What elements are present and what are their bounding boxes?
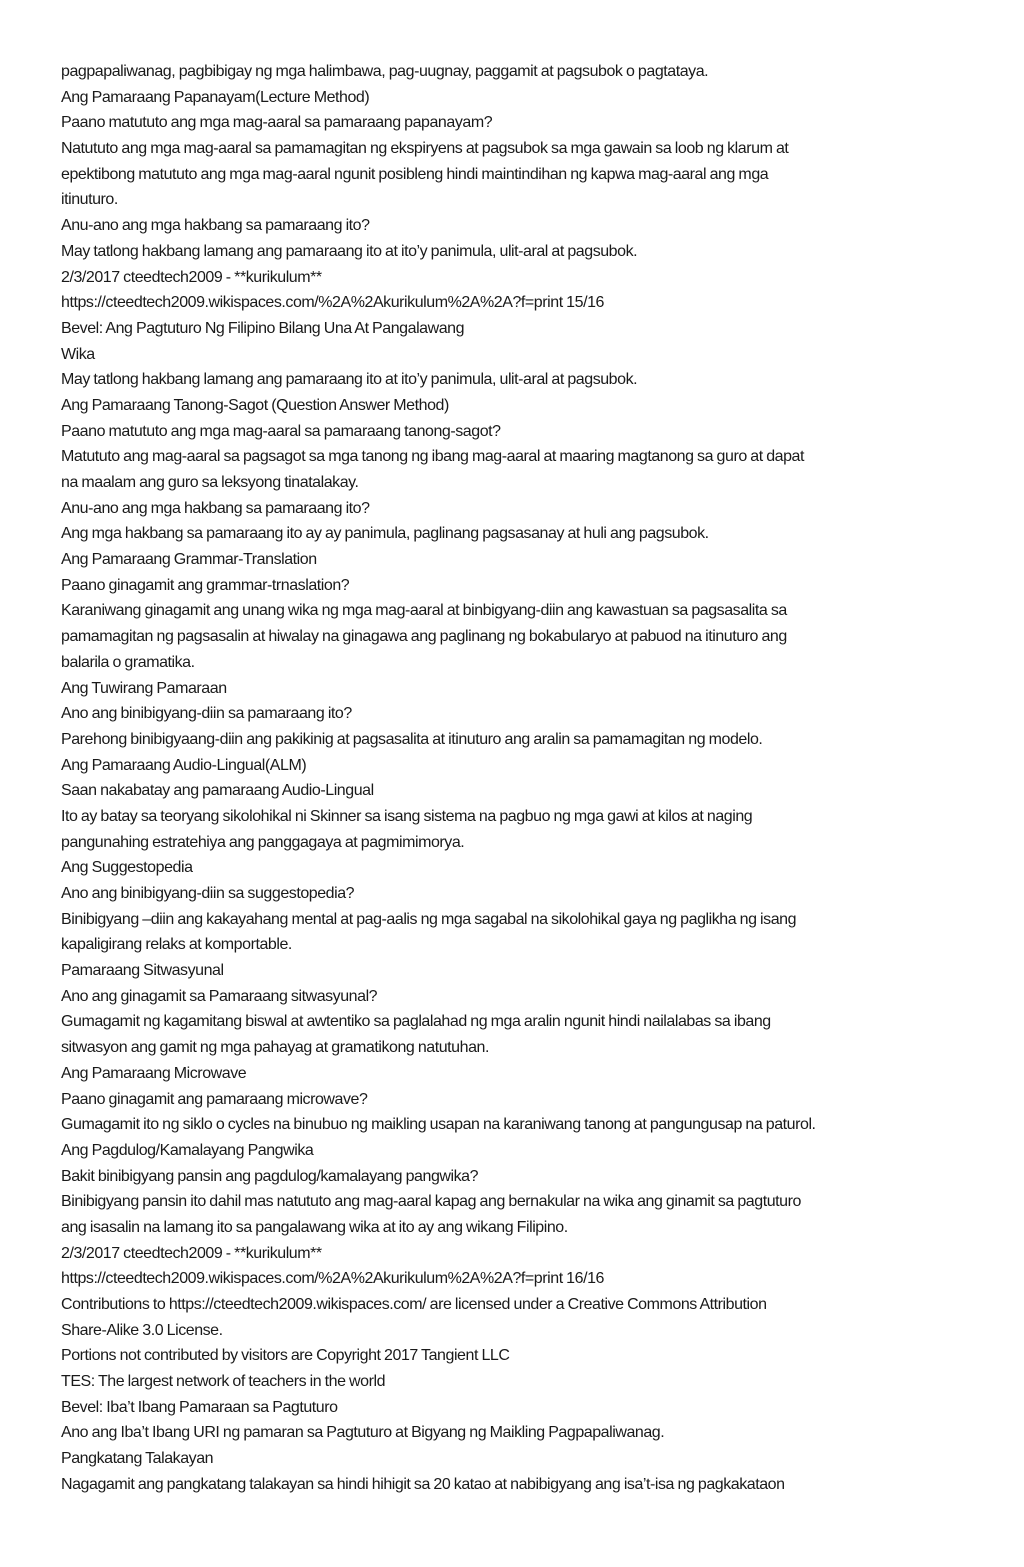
text-line: kapaligirang relaks at komportable. bbox=[61, 936, 292, 954]
text-line: Ang mga hakbang sa pamaraang ito ay ay panimula, paglinang pagsasanay at huli ang pagsubok. bbox=[61, 525, 709, 543]
text-line: Pamaraang Sitwasyunal bbox=[61, 962, 224, 980]
text-line: Anu-ano ang mga hakbang sa pamaraang ito? bbox=[61, 217, 370, 235]
text-line: balarila o gramatika. bbox=[61, 653, 195, 671]
text-line: Ano ang ginagamit sa Pamaraang sitwasyunal? bbox=[61, 987, 378, 1005]
text-line: Ang Pamaraang Tanong-Sagot (Question Answer Method) bbox=[61, 396, 449, 414]
text-line: Ang Pamaraang Papanayam(Lecture Method) bbox=[61, 88, 370, 106]
text-line: Paano ginagamit ang pamaraang microwave? bbox=[61, 1090, 368, 1108]
text-line: Ang Pagdulog/Kamalayang Pangwika bbox=[61, 1141, 314, 1159]
text-line: Contributions to https://cteedtech2009.wikispaces.com/ are licensed under a Creative Commons Attribution bbox=[61, 1296, 767, 1313]
text-line: na maalam ang guro sa leksyong tinatalakay. bbox=[61, 474, 359, 491]
text-line: Paano matututo ang mga mag-aaral sa pamaraang tanong-sagot? bbox=[61, 422, 501, 440]
text-line: Pangkatang Talakayan bbox=[61, 1450, 214, 1468]
text-line: ang isasalin na lamang ito sa pangalawang wika at ito ay ang wikang Filipino. bbox=[61, 1218, 568, 1236]
text-line: Gumagamit ng kagamitang biswal at awtentiko sa paglalahad ng mga aralin ngunit hindi nailalabas sa ibang bbox=[61, 1013, 771, 1031]
text-line: Paano matututo ang mga mag-aaral sa pamaraang papanayam? bbox=[61, 114, 493, 132]
text-line: Bevel: Ang Pagtuturo Ng Filipino Bilang Una At Pangalawang bbox=[61, 319, 465, 337]
text-line: pangunahing estratehiya ang panggagaya at pagmimimorya. bbox=[61, 833, 465, 851]
text-line: Karaniwang ginagamit ang unang wika ng mga mag-aaral at binbigyang-diin ang kawastuan sa pagsasalita sa bbox=[61, 602, 787, 620]
text-line: Ano ang binibigyang-diin sa pamaraang ito? bbox=[61, 705, 352, 723]
text-line: Parehong binibigyaang-diin ang pakikinig at pagsasalita at itinuturo ang aralin sa pamamagitan ng modelo. bbox=[61, 730, 763, 748]
text-line: TES: The largest network of teachers in the world bbox=[61, 1373, 386, 1391]
text-line: https://cteedtech2009.wikispaces.com/%2A%2Akurikulum%2A%2A?f=print 16/16 bbox=[61, 1270, 604, 1288]
text-line: pagpapaliwanag, pagbibigay ng mga halimbawa, pag-uugnay, paggamit at pagsubok o pagtataya. bbox=[61, 63, 709, 80]
text-line: Portions not contributed by visitors are Copyright 2017 Tangient LLC bbox=[61, 1347, 510, 1365]
text-line: epektibong matututo ang mga mag-aaral ngunit posibleng hindi maintindihan ng kapwa mag-aaral ang mga bbox=[61, 165, 769, 183]
text-line: Ang Pamaraang Grammar-Translation bbox=[61, 551, 317, 569]
text-line: May tatlong hakbang lamang ang pamaraang ito at ito’y panimula, ulit-aral at pagsubok. bbox=[61, 242, 638, 260]
text-line: Gumagamit ito ng siklo o cycles na binubuo ng maikling usapan na karaniwang tanong at pangungusap na paturol. bbox=[61, 1116, 816, 1134]
text-line: Ang Suggestopedia bbox=[61, 859, 193, 877]
text-line: Ang Pamaraang Audio-Lingual(ALM) bbox=[61, 756, 307, 774]
text-line: Binibigyang –diin ang kakayahang mental at pag-aalis ng mga sagabal na sikolohikal gaya ng paglikha ng isang bbox=[61, 910, 797, 928]
text-line: Ang Tuwirang Pamaraan bbox=[61, 679, 227, 697]
text-line: Ito ay batay sa teoryang sikolohikal ni Skinner sa isang sistema na pagbuo ng mga gawi at kilos at naging bbox=[61, 807, 753, 825]
text-line: Binibigyang pansin ito dahil mas natututo ang mag-aaral kapag ang bernakular na wika ang ginamit sa pagtuturo bbox=[61, 1193, 801, 1211]
text-line: Paano ginagamit ang grammar-trnaslation? bbox=[61, 576, 350, 594]
text-line: Matututo ang mag-aaral sa pagsagot sa mga tanong ng ibang mag-aaral at maaring magtanong sa guro at dapat bbox=[61, 448, 804, 466]
text-line: Ano ang binibigyang-diin sa suggestopedia? bbox=[61, 885, 355, 902]
text-line: 2/3/2017 cteedtech2009 - **kurikulum** bbox=[61, 268, 322, 286]
text-line: Saan nakabatay ang pamaraang Audio-Lingual bbox=[61, 782, 374, 800]
text-line: Ano ang Iba’t Ibang URI ng pamaran sa Pagtuturo at Bigyang ng Maikling Pagpapaliwanag. bbox=[61, 1424, 665, 1442]
text-line: Share-Alike 3.0 License. bbox=[61, 1321, 223, 1339]
text-line: May tatlong hakbang lamang ang pamaraang ito at ito’y panimula, ulit-aral at pagsubok. bbox=[61, 371, 638, 389]
text-line: Ang Pamaraang Microwave bbox=[61, 1064, 247, 1082]
text-line: Anu-ano ang mga hakbang sa pamaraang ito? bbox=[61, 499, 370, 517]
text-line: Wika bbox=[61, 345, 95, 363]
text-line: https://cteedtech2009.wikispaces.com/%2A%2Akurikulum%2A%2A?f=print 15/16 bbox=[61, 294, 604, 312]
text-line: Nagagamit ang pangkatang talakayan sa hindi hihigit sa 20 katao at nabibigyang ang isa’t-isa ng pagkakataon bbox=[61, 1475, 785, 1493]
document-text bbox=[61, 59, 961, 1498]
text-line: Natututo ang mga mag-aaral sa pamamagitan ng ekspiryens at pagsubok sa mga gawain sa loob ng klarum at bbox=[61, 140, 789, 158]
text-line: Bakit binibigyang pansin ang pagdulog/kamalayang pangwika? bbox=[61, 1167, 479, 1185]
text-line: pamamagitan ng pagsasalin at hiwalay na ginagawa ang paglinang ng bokabularyo at pabuod na itinuturo ang bbox=[61, 628, 787, 646]
text-line: sitwasyon ang gamit ng mga pahayag at gramatikong natutuhan. bbox=[61, 1039, 489, 1057]
text-line: Bevel: Iba’t Ibang Pamaraan sa Pagtuturo bbox=[61, 1398, 338, 1416]
text-line: itinuturo. bbox=[61, 191, 118, 209]
text-line: 2/3/2017 cteedtech2009 - **kurikulum** bbox=[61, 1244, 322, 1262]
